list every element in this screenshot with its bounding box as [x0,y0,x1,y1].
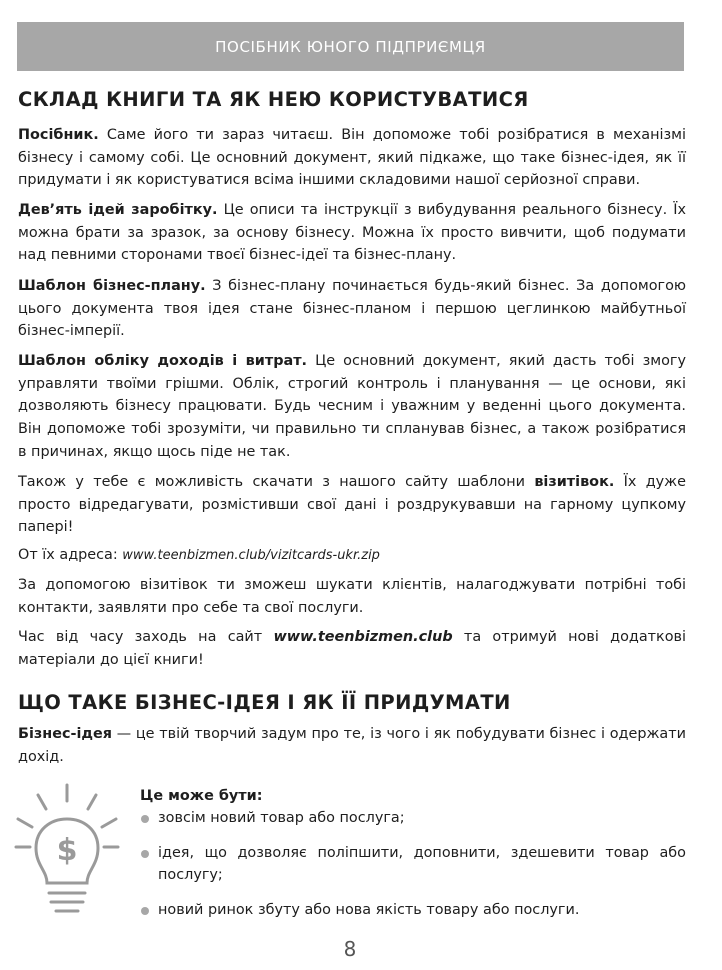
list-item-text: зовсім новий товар або послуга; [158,810,405,826]
paragraph-site-text: Час від часу заходь на сайт [18,629,274,645]
list-item-text: новий ринок збуту або нова якість товару або послуги. [158,902,580,919]
paragraph-site [18,626,686,671]
paragraph-business-cards-use [18,574,686,619]
paragraph-guide-text: Саме його ти зараз читаєш. Він допоможе тобі розібратися в механізмі бізнесу і самому собі. Це основний документ, який підкаже, що таке бізнес-ідея, як її придумати і як користуватися всіма іншими складовими нашої серйозної справи. [18,127,686,189]
term-business-idea: Бізнес-ідея [18,726,113,742]
list-item [140,899,686,922]
business-cards-link[interactable]: www.teenbizmen.club/vizitcards-ukr.zip [122,548,380,563]
list-item [140,842,686,887]
paragraph-business-idea-definition-text: — це твій творчий задум про те, із чого і як побудувати бізнес і одержати дохід. [18,726,686,765]
paragraph-business-cards-text-end: Їх дуже просто відредагувати, розмістивши свої дані і роздрукувавши на гарному цупкому папері! [18,474,686,536]
paragraph-accounting-template-text: Це основний документ, який дасть тобі змогу управляти твоїми грішми. Облік, строгий контроль і планування — це основи, які дозволяють бізнесу працювати. Будь чесним і уважним у веденні цього документа. Він допоможе тобі зрозуміти, чи правильно ти спланував бізнес, а також розібратися в причинах, якщо щось піде не так. [18,353,686,460]
svg-text:$: $ [56,833,78,868]
list-item-text: ідея, що дозволяє поліпшити, доповнити, здешевити товар або послугу; [158,844,686,884]
term-nine-ideas: Дев’ять ідей заробітку. [18,202,218,218]
bullet-icon [141,907,149,915]
paragraph-nine-ideas-text: Це описи та інструкції з вибудування реального бізнесу. Їх можна брати за зразок, за основу бізнесу. Можна їх просто вивчити, щоб подумати над певними сторонами твоєї бізнес-ідеї та бізнес-плану. [18,202,686,264]
paragraph-address-text: От їх адреса: [18,547,123,563]
list-title: Це може бути: [140,788,263,804]
lightbulb-dollar-icon [14,783,120,923]
term-business-cards: візитівок. [534,474,615,490]
bullet-icon [141,850,149,858]
business-idea-list [140,807,686,934]
running-header [17,22,684,71]
page-number: 8 [343,937,357,961]
paragraph-guide [18,124,686,192]
section-heading-book-contents: СКЛАД КНИГИ ТА ЯК НЕЮ КОРИСТУВАТИСЯ [18,88,529,111]
term-business-plan-template: Шаблон бізнес-плану. [18,278,206,294]
paragraph-accounting-template [18,350,686,464]
paragraph-address [18,544,686,568]
paragraph-business-plan-template-text: З бізнес-плану починається будь-який бізнес. За допомогою цього документа твоя ідея стане бізнес-планом і першою цеглинкою майбутньої бізнес-імперії. [18,278,687,340]
paragraph-business-cards-text: Також у тебе є можливість скачати з нашого сайту шаблони [18,474,535,490]
paragraph-business-cards [18,471,686,539]
paragraph-site-text-end: та отримуй нові додаткові матеріали до цієї книги! [18,629,686,668]
section-heading-business-idea: ЩО ТАКЕ БІЗНЕС-ІДЕЯ І ЯК ЇЇ ПРИДУМАТИ [18,691,511,714]
paragraph-business-cards-use-text: За допомогою візитівок ти зможеш шукати клієнтів, налагоджувати потрібні тобі контакти, заявляти про себе та свої послуги. [18,577,686,616]
paragraph-nine-ideas [18,199,686,267]
bullet-icon [141,815,149,823]
site-link[interactable]: www.teenbizmen.club [273,629,453,645]
term-guide: Посібник. [18,127,99,143]
paragraph-business-idea-definition [18,723,686,768]
list-item [140,807,686,830]
paragraph-business-plan-template [18,275,686,343]
running-header-title: ПОСІБНИК ЮНОГО ПІДПРИЄМЦЯ [215,37,486,56]
term-accounting-template: Шаблон обліку доходів і витрат. [18,353,308,369]
